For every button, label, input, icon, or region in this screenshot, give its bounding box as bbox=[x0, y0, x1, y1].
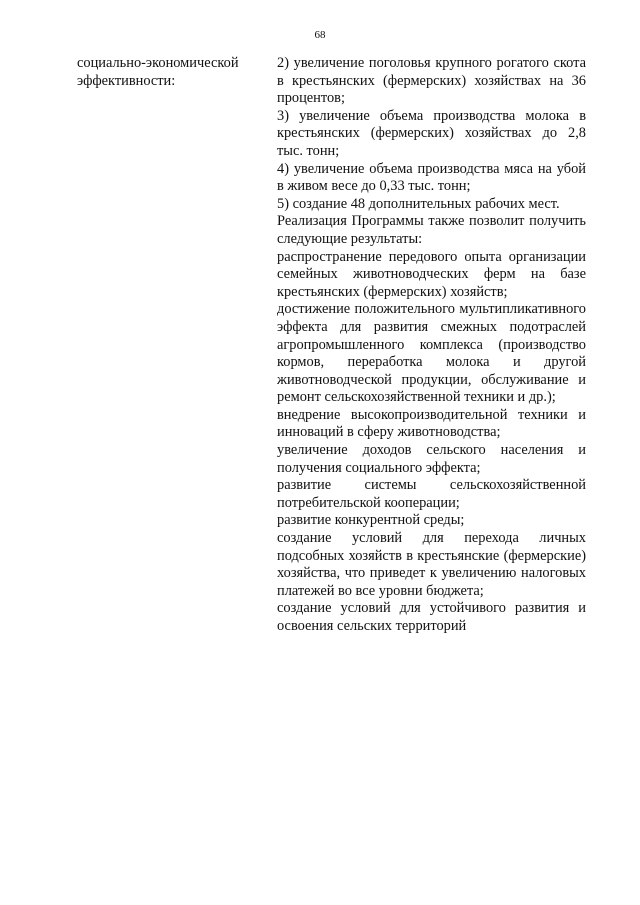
results-intro: Реализация Программы также позволит получить следующие результаты: bbox=[277, 213, 586, 247]
result-rural-development: создание условий для устойчивого развития и освоения сельских территорий bbox=[277, 600, 586, 634]
result-multiplier-effect: достижение положительного мультипликативного эффекта для развития смежных подотраслей агропромышленного комплекса (производство кормов, переработка молока и другой животноводческой продукции, обслуживание и ремонт сельскохозяйственной техники и др.); bbox=[277, 301, 586, 406]
item-new-jobs: 5) создание 48 дополнительных рабочих мест. bbox=[277, 195, 560, 212]
item-livestock-increase: 2) увеличение поголовья крупного рогатого скота в крестьянских (фермерских) хозяйствах на 36 процентов; bbox=[277, 55, 586, 107]
row-content bbox=[277, 55, 586, 636]
row-label bbox=[77, 55, 257, 90]
result-experience-spread: распространение передового опыта организации семейных животноводческих ферм на базе крестьянских (фермерских) хозяйств; bbox=[277, 248, 586, 300]
item-meat-production: 4) увеличение объема производства мяса на убой в живом весе до 0,33 тыс. тонн; bbox=[277, 160, 586, 195]
item-milk-production: 3) увеличение объема производства молока в крестьянских (фермерских) хозяйствах до 2,8 тыс. тонн; bbox=[277, 107, 586, 159]
page-number: 68 bbox=[314, 29, 326, 41]
result-cooperation-development: развитие системы сельскохозяйственной потребительской кооперации; bbox=[277, 477, 586, 511]
result-technology-adoption: внедрение высокопроизводительной техники и инноваций в сферу животноводства; bbox=[277, 406, 586, 441]
row-label-text: социально-экономической эффективности: bbox=[77, 55, 239, 89]
result-competition: развитие конкурентной среды; bbox=[277, 512, 465, 529]
result-household-transition: создание условий для перехода личных подсобных хозяйств в крестьянские (фермерские) хозяйства, что приведет к увеличению налоговых платежей во все уровни бюджета; bbox=[277, 530, 586, 599]
result-income-growth: увеличение доходов сельского населения и получения социального эффекта; bbox=[277, 442, 586, 476]
